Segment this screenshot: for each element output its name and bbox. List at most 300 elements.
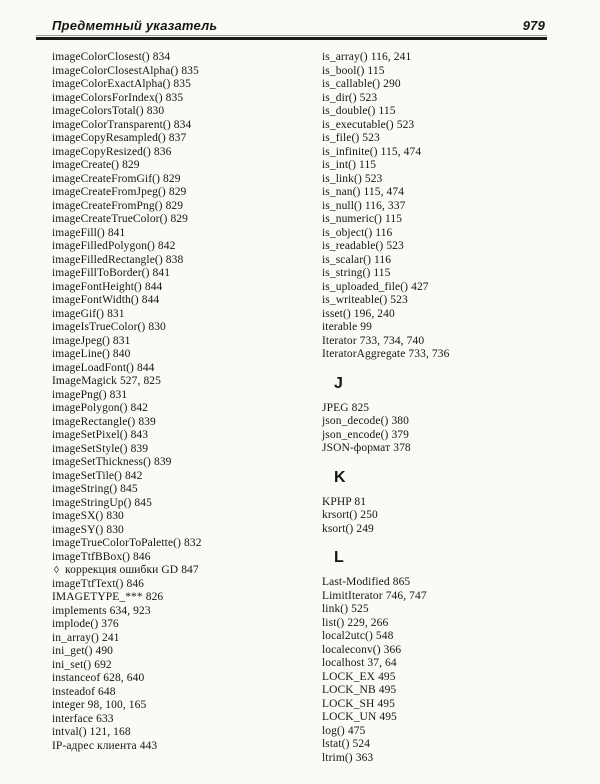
index-entry xyxy=(322,429,572,443)
entry-pages: 839 xyxy=(153,456,172,468)
entry-pages: 250 xyxy=(360,509,378,521)
index-entry xyxy=(322,442,572,456)
entry-pages: 746, 747 xyxy=(385,589,427,602)
entry-term: imageCreateFromJpeg() xyxy=(52,186,166,198)
entry-term: KPHP xyxy=(322,495,352,508)
entry-term: IP-адрес клиента xyxy=(52,739,137,752)
entry-pages: 830 xyxy=(106,523,124,536)
entry-term: is_link() xyxy=(322,172,362,185)
entry-term: LOCK_EX xyxy=(322,670,376,683)
index-entry xyxy=(322,240,572,254)
index-entry xyxy=(52,173,322,187)
entry-term: is_callable() xyxy=(322,78,381,90)
index-entry xyxy=(322,213,572,227)
entry-term: LOCK_UN xyxy=(322,711,377,723)
index-entry xyxy=(322,576,572,590)
index-entry xyxy=(52,254,322,268)
index-entry xyxy=(52,591,322,605)
index-entry xyxy=(322,509,572,523)
entry-term: ltrim() xyxy=(322,751,353,764)
index-entry xyxy=(52,510,322,524)
entry-term: imageSX() xyxy=(52,510,104,522)
section-heading-j: J xyxy=(334,374,344,392)
entry-term: imageColorClosest() xyxy=(52,51,150,63)
entry-term: is_double() xyxy=(322,105,376,117)
index-entry xyxy=(322,415,572,429)
entry-term: implode() xyxy=(52,618,99,630)
entry-term: ImageMagick xyxy=(52,375,117,387)
entry-pages: 37, 64 xyxy=(367,657,397,669)
entry-pages: 523 xyxy=(390,294,408,306)
section-heading-l: L xyxy=(334,549,345,566)
index-entry xyxy=(322,119,572,133)
entry-pages: 829 xyxy=(170,213,189,225)
index-entry xyxy=(322,523,572,537)
index-entry xyxy=(52,375,322,389)
entry-term: krsort() xyxy=(322,509,358,521)
index-entry xyxy=(52,645,322,659)
entry-term: imageFillToBorder() xyxy=(52,267,150,279)
entry-term: imageFontWidth() xyxy=(52,294,139,306)
index-entry xyxy=(52,335,322,349)
index-entry xyxy=(52,672,322,686)
entry-pages: 495 xyxy=(377,697,396,710)
entry-pages: 829 xyxy=(122,159,140,171)
index-entry xyxy=(322,348,572,362)
index-entry xyxy=(52,119,322,133)
entry-term: is_int() xyxy=(322,159,357,171)
index-entry xyxy=(52,524,322,538)
index-entry xyxy=(322,51,572,65)
index-entry xyxy=(322,603,572,617)
index-entry xyxy=(322,227,572,241)
entry-pages: 525 xyxy=(351,603,369,615)
entry-pages: 523 xyxy=(386,240,404,252)
index-entry xyxy=(52,618,322,632)
entry-pages: 829 xyxy=(168,186,187,198)
entry-term: imageRectangle() xyxy=(52,415,136,428)
entry-pages: 831 xyxy=(112,334,131,347)
entry-pages: 842 xyxy=(124,469,143,482)
entry-pages: 831 xyxy=(109,388,128,401)
left-column xyxy=(52,51,322,765)
index-entry xyxy=(52,92,322,106)
entry-pages: 121, 168 xyxy=(89,726,131,738)
entry-pages: 835 xyxy=(181,64,199,77)
entry-term: local2utc() xyxy=(322,630,373,642)
index-entry xyxy=(52,402,322,416)
entry-term: interface xyxy=(52,712,94,725)
entry-pages: 379 xyxy=(391,428,409,441)
index-entry xyxy=(322,132,572,146)
entry-pages: 115, 474 xyxy=(380,145,422,158)
entry-pages: 838 xyxy=(165,253,184,266)
entry-term: is_scalar() xyxy=(322,253,371,266)
entry-pages: 846 xyxy=(126,577,145,590)
index-entry xyxy=(322,738,572,752)
index-entry xyxy=(52,632,322,646)
index-entry xyxy=(322,254,572,268)
entry-pages: 829 xyxy=(163,172,181,185)
entry-term: is_nan() xyxy=(322,186,361,198)
entry-term: imageFontHeight() xyxy=(52,280,142,293)
entry-term: imageColorsTotal() xyxy=(52,105,144,117)
entry-pages: 495 xyxy=(378,684,397,696)
entry-pages: 115 xyxy=(367,64,385,77)
entry-pages: 835 xyxy=(173,78,191,90)
entry-pages: 523 xyxy=(362,132,380,144)
entry-pages: 380 xyxy=(391,415,409,427)
entry-term: imageTtfBBox() xyxy=(52,550,131,563)
entry-term: imageFilledPolygon() xyxy=(52,240,155,252)
entry-pages: 363 xyxy=(355,751,374,764)
index-entry xyxy=(52,308,322,322)
index-entry xyxy=(52,497,322,511)
index-entry xyxy=(52,456,322,470)
index-entry xyxy=(52,470,322,484)
entry-pages: 837 xyxy=(168,132,187,144)
index-entry xyxy=(322,725,572,739)
index-entry xyxy=(52,740,322,754)
entry-term: is_object() xyxy=(322,226,373,239)
entry-pages: 115 xyxy=(373,267,391,279)
entry-term: intval() xyxy=(52,726,87,738)
entry-term: is_infinite() xyxy=(322,145,378,158)
index-entry xyxy=(322,294,572,308)
entry-pages: 840 xyxy=(112,348,131,360)
index-entry xyxy=(322,671,572,685)
entry-pages: 115, 474 xyxy=(363,186,405,198)
entry-pages: 376 xyxy=(101,618,119,630)
running-head xyxy=(36,18,547,40)
entry-pages: 81 xyxy=(354,495,367,508)
index-entry xyxy=(52,659,322,673)
index-entry xyxy=(52,578,322,592)
entry-term: instanceof xyxy=(52,672,101,684)
index-entry xyxy=(322,321,572,335)
entry-pages: 842 xyxy=(157,240,176,252)
index-entry xyxy=(52,443,322,457)
index-entry xyxy=(52,483,322,497)
entry-pages: 829 xyxy=(165,199,184,212)
entry-pages: 834 xyxy=(152,51,171,63)
entry-pages: 366 xyxy=(383,643,402,656)
index-entry xyxy=(52,686,322,700)
entry-term: imageCopyResampled() xyxy=(52,132,166,144)
entry-pages: 548 xyxy=(375,630,394,642)
entry-pages: 427 xyxy=(411,280,429,293)
index-entry xyxy=(52,159,322,173)
index-entry xyxy=(322,281,572,295)
entry-pages: 443 xyxy=(139,739,158,752)
entry-pages: 733, 736 xyxy=(408,348,450,360)
index-entry xyxy=(52,537,322,551)
entry-term: list() xyxy=(322,616,345,629)
entry-term: imageString() xyxy=(52,483,118,495)
entry-pages: 832 xyxy=(184,537,202,549)
entry-term: imageIsTrueColor() xyxy=(52,321,146,333)
entry-term: imagePolygon() xyxy=(52,402,128,414)
index-entry xyxy=(322,617,572,631)
entry-pages: 844 xyxy=(136,361,155,374)
entry-pages: 825 xyxy=(351,401,370,414)
entry-term: imageTrueColorToPalette() xyxy=(52,537,182,549)
entry-pages: 249 xyxy=(356,522,374,535)
entry-term: IteratorAggregate xyxy=(322,348,406,360)
entry-pages: 634, 923 xyxy=(109,604,151,617)
entry-pages: 692 xyxy=(94,658,112,671)
entry-pages: 830 xyxy=(106,510,124,522)
entry-pages: 490 xyxy=(95,645,114,657)
index-entry xyxy=(322,105,572,119)
entry-term: imageTtfText() xyxy=(52,577,124,590)
entry-pages: 196, 240 xyxy=(353,307,395,320)
entry-term: imageSetTile() xyxy=(52,469,122,482)
entry-term: is_null() xyxy=(322,199,362,212)
index-entry xyxy=(322,402,572,416)
entry-term: is_file() xyxy=(322,132,360,144)
entry-term: imageColorsForIndex() xyxy=(52,91,163,104)
index-entry xyxy=(52,726,322,740)
index-entry xyxy=(52,389,322,403)
entry-pages: 633 xyxy=(96,712,114,725)
index-entry xyxy=(52,267,322,281)
entry-pages: 628, 640 xyxy=(103,672,145,684)
entry-pages: 826 xyxy=(145,591,164,603)
index-entry xyxy=(322,752,572,766)
entry-term: imageSetPixel() xyxy=(52,429,128,441)
entry-term: is_executable() xyxy=(322,118,394,131)
index-entry xyxy=(52,699,322,713)
sub-entry-diamond-icon: ◊ xyxy=(54,565,60,576)
entry-term: json_decode() xyxy=(322,415,389,427)
index-entry xyxy=(322,200,572,214)
index-entry xyxy=(322,267,572,281)
header-rule-thick xyxy=(36,37,547,40)
entry-term: localeconv() xyxy=(322,643,381,656)
entry-term: implements xyxy=(52,604,107,617)
index-entry xyxy=(322,65,572,79)
entry-pages: 523 xyxy=(364,172,383,185)
index-entry xyxy=(52,213,322,227)
index-entry xyxy=(322,698,572,712)
entry-pages: 290 xyxy=(383,78,401,90)
index-entry xyxy=(52,227,322,241)
entry-pages: 865 xyxy=(392,576,411,588)
entry-pages: 116 xyxy=(373,253,392,266)
entry-pages: 839 xyxy=(130,442,149,455)
index-entry xyxy=(322,590,572,604)
index-entry xyxy=(52,186,322,200)
entry-term: in_array() xyxy=(52,631,99,644)
entry-pages: 115 xyxy=(384,213,403,225)
index-entry xyxy=(52,240,322,254)
entry-term: imageCreateTrueColor() xyxy=(52,213,168,225)
index-entry xyxy=(322,630,572,644)
entry-term: json_encode() xyxy=(322,428,389,441)
index-entry xyxy=(322,146,572,160)
entry-pages: 836 xyxy=(153,145,172,158)
entry-term: log() xyxy=(322,724,345,737)
entry-pages: 835 xyxy=(165,91,184,104)
entry-term: imageColorExactAlpha() xyxy=(52,78,171,90)
page-number: 979 xyxy=(522,18,545,33)
page-title: Предметный указатель xyxy=(52,18,218,33)
index-entry xyxy=(52,78,322,92)
entry-pages: 843 xyxy=(130,429,149,441)
header-rule-thin xyxy=(36,35,547,36)
entry-term: is_array() xyxy=(322,51,368,63)
index-entry xyxy=(322,308,572,322)
entry-term: Iterator xyxy=(322,334,357,347)
entry-pages: 845 xyxy=(134,496,152,509)
right-column xyxy=(322,51,572,765)
entry-term: is_string() xyxy=(322,267,371,279)
entry-pages: 115 xyxy=(378,105,396,117)
index-entry xyxy=(52,294,322,308)
entry-pages: 524 xyxy=(352,738,371,750)
entry-term: is_numeric() xyxy=(322,213,382,225)
entry-term: imageJpeg() xyxy=(52,334,110,347)
entry-term: ini_set() xyxy=(52,658,92,671)
entry-pages: 98, 100, 165 xyxy=(87,699,147,711)
index-entry xyxy=(322,159,572,173)
entry-term: is_writeable() xyxy=(322,294,388,306)
entry-pages: 841 xyxy=(152,267,171,279)
entry-term: is_uploaded_file() xyxy=(322,280,409,293)
index-entry xyxy=(52,200,322,214)
entry-pages: 99 xyxy=(360,321,372,333)
entry-pages: 648 xyxy=(98,685,116,698)
entry-term: imageColorTransparent() xyxy=(52,118,171,131)
entry-pages: 229, 266 xyxy=(347,616,389,629)
index-entry xyxy=(52,132,322,146)
entry-term: isset() xyxy=(322,307,351,320)
entry-term: Last-Modified xyxy=(322,576,390,588)
entry-pages: 116, 337 xyxy=(364,199,406,212)
index-entry xyxy=(52,416,322,430)
entry-pages: 115 xyxy=(359,159,377,171)
entry-term: IMAGETYPE_*** xyxy=(52,591,143,603)
entry-term: LimitIterator xyxy=(322,589,383,602)
entry-pages: 527, 825 xyxy=(119,375,162,387)
entry-term: JPEG xyxy=(322,401,349,414)
index-entry xyxy=(52,146,322,160)
entry-term: imageStringUp() xyxy=(52,496,132,509)
entry-term: imageCopyResized() xyxy=(52,145,151,158)
entry-pages: 116, 241 xyxy=(370,51,412,63)
entry-term: imageLoadFont() xyxy=(52,361,134,374)
index-entry xyxy=(52,281,322,295)
entry-term: ksort() xyxy=(322,522,354,535)
entry-pages: 834 xyxy=(173,118,192,131)
entry-term: imageColorClosestAlpha() xyxy=(52,64,179,77)
index-entry xyxy=(322,173,572,187)
entry-term: коррекция ошибки GD xyxy=(65,564,179,576)
index-entry xyxy=(52,321,322,335)
entry-pages: 842 xyxy=(130,402,149,414)
entry-pages: 844 xyxy=(141,294,160,306)
entry-pages: 523 xyxy=(396,118,415,131)
section-heading-k: K xyxy=(334,468,347,486)
index-entry xyxy=(322,711,572,725)
entry-pages: 241 xyxy=(101,631,120,644)
entry-term: lstat() xyxy=(322,738,350,750)
entry-term: insteadof xyxy=(52,685,96,698)
entry-pages: 495 xyxy=(379,711,397,723)
index-entry xyxy=(52,429,322,443)
entry-term: is_readable() xyxy=(322,240,384,252)
index-entry xyxy=(322,335,572,349)
entry-term: imageFilledRectangle() xyxy=(52,253,163,266)
entry-pages: 475 xyxy=(347,724,366,737)
entry-pages: 841 xyxy=(107,226,126,239)
entry-term: imageCreateFromGif() xyxy=(52,172,161,185)
index-columns xyxy=(52,51,572,765)
index-entry xyxy=(52,65,322,79)
index-entry xyxy=(52,362,322,376)
entry-pages: 844 xyxy=(144,280,163,293)
entry-pages: 733, 734, 740 xyxy=(359,334,425,347)
entry-term: imageCreate() xyxy=(52,159,120,171)
index-entry xyxy=(52,564,322,578)
entry-pages: 831 xyxy=(107,307,125,320)
entry-pages: 845 xyxy=(120,483,138,495)
index-entry xyxy=(322,92,572,106)
entry-term: integer xyxy=(52,699,85,711)
entry-term: LOCK_SH xyxy=(322,697,375,710)
entry-pages: 523 xyxy=(359,91,378,104)
entry-term: is_dir() xyxy=(322,91,357,104)
entry-pages: 847 xyxy=(181,564,199,576)
entry-term: is_bool() xyxy=(322,64,365,77)
entry-term: imageSY() xyxy=(52,523,104,536)
entry-term: imagePng() xyxy=(52,388,107,401)
entry-term: imageLine() xyxy=(52,348,110,360)
index-entry xyxy=(52,605,322,619)
index-entry xyxy=(52,348,322,362)
index-entry xyxy=(322,657,572,671)
index-entry xyxy=(322,644,572,658)
entry-term: localhost xyxy=(322,657,365,669)
entry-term: link() xyxy=(322,603,349,615)
entry-term: imageFill() xyxy=(52,226,105,239)
index-entry xyxy=(322,186,572,200)
index-entry xyxy=(52,105,322,119)
entry-term: JSON-формат xyxy=(322,442,391,454)
index-entry xyxy=(52,51,322,65)
entry-term: imageSetThickness() xyxy=(52,456,151,468)
entry-pages: 846 xyxy=(133,550,151,563)
index-entry xyxy=(322,684,572,698)
index-entry xyxy=(322,496,572,510)
entry-pages: 830 xyxy=(146,105,165,117)
index-entry xyxy=(52,713,322,727)
entry-term: iterable xyxy=(322,321,358,333)
entry-pages: 378 xyxy=(393,442,411,454)
entry-pages: 830 xyxy=(148,321,166,333)
entry-term: ini_get() xyxy=(52,645,93,657)
entry-term: imageCreateFromPng() xyxy=(52,199,163,212)
index-entry xyxy=(322,78,572,92)
entry-pages: 839 xyxy=(138,415,156,428)
entry-term: LOCK_NB xyxy=(322,684,376,696)
entry-pages: 495 xyxy=(378,670,396,683)
index-entry xyxy=(52,551,322,565)
entry-pages: 116 xyxy=(375,226,393,239)
entry-term: imageSetStyle() xyxy=(52,442,128,455)
entry-term: imageGif() xyxy=(52,307,105,320)
